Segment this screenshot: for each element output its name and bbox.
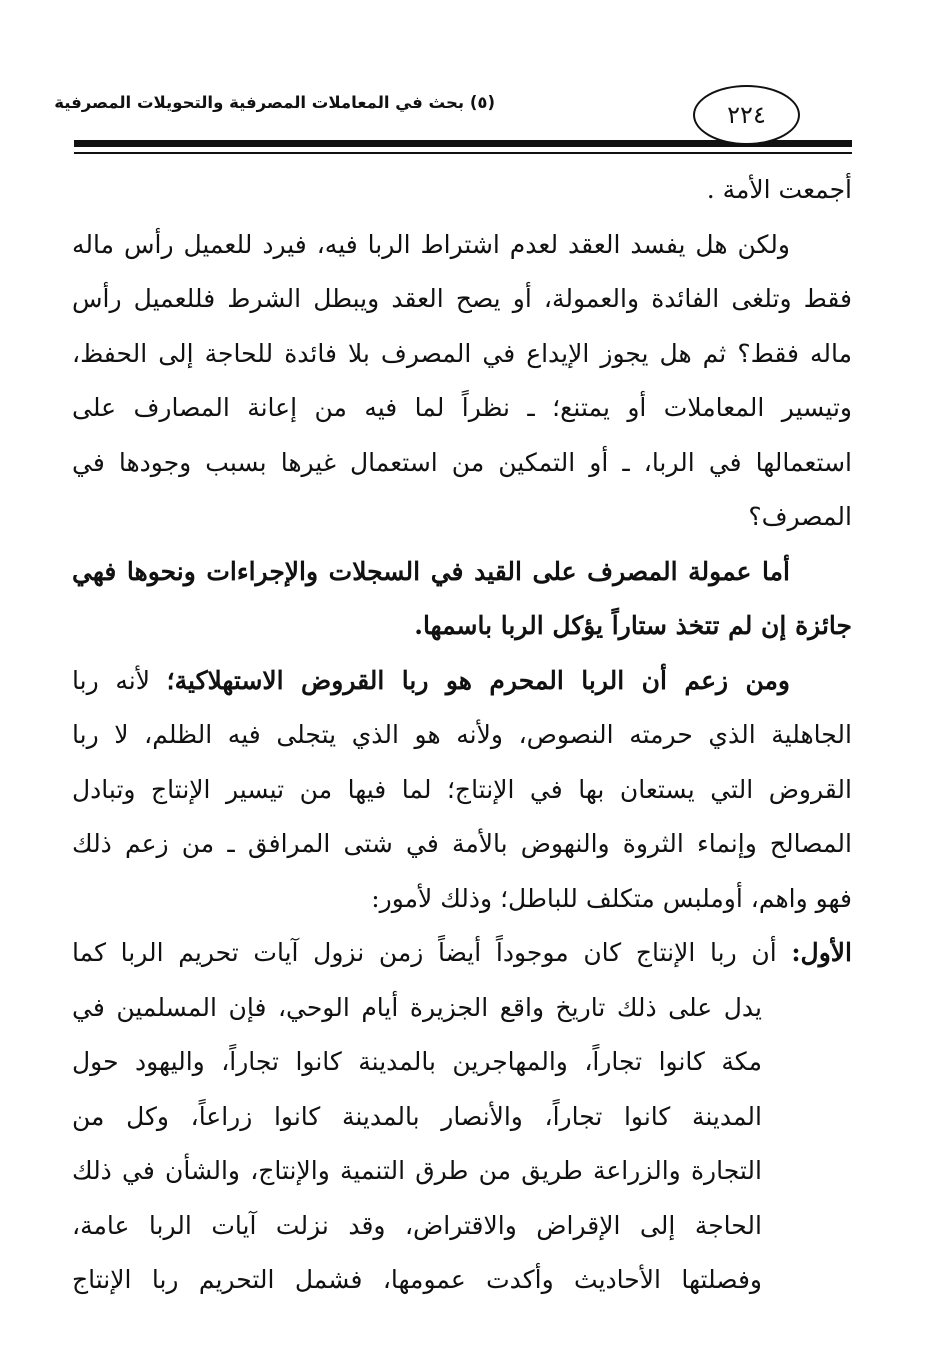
- body-text: [72, 163, 852, 1308]
- bold-claim: ومن زعم أن الربا المحرم هو ربا القروض الاستهلاكية؛: [166, 665, 791, 695]
- text-line: الجاهلية الذي حرمته النصوص، ولأنه هو الذي يتجلى فيه الظلم، لا ربا: [72, 720, 852, 749]
- text-line: وفصلتها الأحاديث وأكدت عمومها، فشمل التحريم ربا الإنتاج: [72, 1265, 762, 1294]
- text-line: ماله فقط؟ ثم هل يجوز الإيداع في المصرف بلا فائدة للحاجة إلى الحفظ،: [72, 338, 852, 368]
- text-line: أجمعت الأمة .: [706, 175, 852, 204]
- text-line: المدينة كانوا تجاراً، والأنصار بالمدينة كانوا زراعاً، وكل من: [72, 1101, 762, 1131]
- text-line-mixed: [72, 926, 852, 981]
- running-head-title: (٥) بحث في المعاملات المصرفية والتحويلات المصرفية: [54, 93, 495, 112]
- point-text: أن ربا الإنتاج كان موجوداً أيضاً زمن نزول آيات تحريم الربا كما: [72, 938, 777, 967]
- text-line: التجارة والزراعة طريق من طرق التنمية والإنتاج، والشأن في ذلك: [72, 1156, 762, 1185]
- text-line: ولكن هل يفسد العقد لعدم اشتراط الربا فيه، فيرد للعميل رأس ماله: [72, 229, 790, 259]
- header-rule-thin: [74, 152, 852, 154]
- text-line: القروض التي يستعان بها في الإنتاج؛ لما فيها من تيسير الإنتاج وتبادل: [72, 774, 852, 804]
- text-line: مكة كانوا تجاراً، والمهاجرين بالمدينة كانوا تجاراً، واليهود حول: [72, 1047, 762, 1076]
- bold-text-line: أما عمولة المصرف على القيد في السجلات والإجراءات ونحوها فهي: [72, 556, 790, 586]
- text-line: فقط وتلغى الفائدة والعمولة، أو يصح العقد ويبطل الشرط فللعميل رأس: [72, 284, 852, 313]
- text-line: يدل على ذلك تاريخ واقع الجزيرة أيام الوحي، فإن المسلمين في: [72, 992, 762, 1022]
- bold-text-line: جائزة إن لم تتخذ ستاراً يؤكل الربا باسمها.: [414, 611, 852, 640]
- page-number: ٢٢٤: [727, 101, 766, 129]
- text-line-mixed: [72, 654, 852, 709]
- text-line: وتيسير المعاملات أو يمتنع؛ ـ نظراً لما فيه من إعانة المصارف على: [72, 393, 852, 422]
- point-label: الأول:: [791, 938, 852, 967]
- page-number-oval: [693, 85, 800, 145]
- text-line: الحاجة إلى الإقراض والاقتراض، وقد نزلت آيات الربا عامة،: [72, 1210, 762, 1240]
- text-line: فهو واهم، أوملبس متكلف للباطل؛ وذلك لأمور:: [371, 883, 852, 913]
- text-line: المصرف؟: [748, 502, 852, 531]
- text-line: المصالح وإنماء الثروة والنهوض بالأمة في شتى المرافق ـ من زعم ذلك: [72, 829, 852, 858]
- text-line: استعمالها في الربا، ـ أو التمكين من استعمال غيرها بسبب وجودها في: [72, 447, 852, 477]
- claim-continuation: لأنه ربا: [72, 665, 150, 695]
